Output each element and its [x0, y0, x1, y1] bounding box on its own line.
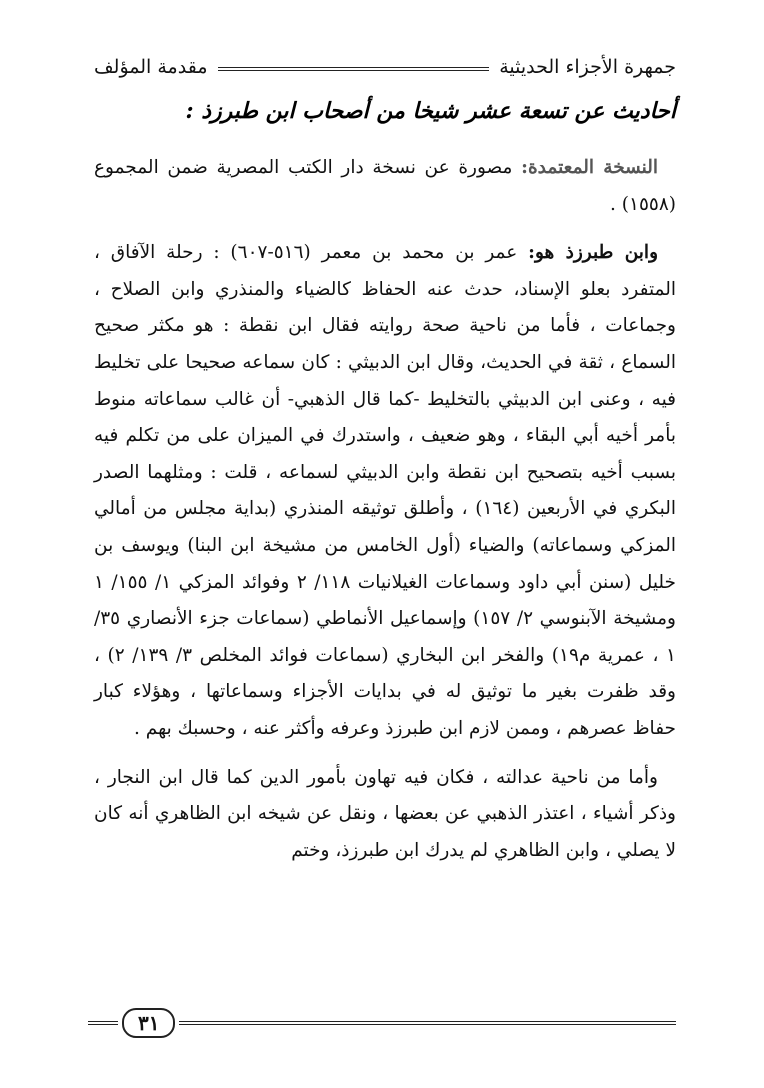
body-text — [94, 150, 676, 869]
section-title: مقدمة المؤلف — [94, 56, 208, 78]
footer-rule-left — [88, 1021, 118, 1025]
paragraph-source-copy — [94, 150, 676, 223]
paragraph-text: عمر بن محمد بن معمر (٥١٦-٦٠٧) : رحلة الآفاق ، المتفرد بعلو الإسناد، حدث عنه الحفاظ كالضياء والمنذري وابن الصلاح ، وجماعات ، فأما من ناحية صحة روايته فقال ابن نقطة : هو مكثر صحيح السماع ، ثقة في الحديث، وقال ابن الدبيثي : كان سماعه صحيحا على تخليط فيه ، وعنى ابن الدبيثي بالتخليط -كما قال الذهبي- أن غالب سماعاته منوط بأمر أخيه أبي البقاء ، وهو ضعيف ، واستدرك في الميزان على من تكلم فيه بسبب أخيه بتصحيح ابن نقطة وابن الدبيثي لسماعه ، قلت : ومثلهما الصدر البكري في الأربعين (١٦٤) ، وأطلق توثيقه المنذري (بداية مجلس من أمالي المزكي وسماعاته) والضياء (أول الخامس من مشيخة ابن البنا) ويوسف بن خليل (سنن أبي داود وسماعات الغيلانيات ١١٨/ ٢ وفوائد المزكي ١/ ١٥٥/ ١ ومشيخة الآبنوسي ٢/ ١٥٧) وإسماعيل الأنماطي (سماعات جزء الأنصاري ٣٥/ ١ ، عمرية م١٩) والفخر ابن البخاري (سماعات فوائد المخلص ٣/ ١٣٩/ ٢) ، وقد ظفرت بغير ما توثيق له في بدايات الأجزاء وسماعاتها ، وهؤلاء كبار حفاظ عصرهم ، وممن لازم ابن طبرزذ وعرفه وأكثر عنه ، وحسبك بهم . — [94, 242, 677, 739]
paragraph-integrity — [94, 760, 676, 870]
header-rule — [218, 67, 490, 71]
page-footer — [88, 1008, 676, 1038]
running-header — [94, 50, 676, 84]
paragraph-text: مصورة عن نسخة دار الكتب المصرية ضمن المجموع (١٥٥٨) . — [94, 157, 676, 215]
paragraph-biography — [94, 235, 676, 747]
paragraph-text: وأما من ناحية عدالته ، فكان فيه تهاون بأمور الدين كما قال ابن النجار ، وذكر أشياء ، اعتذر الذهبي عن بعضها ، ونقل عن شيخه ابن الظاهري أنه كان لا يصلي ، وابن الظاهري لم يدرك ابن طبرزذ، وختم — [94, 766, 676, 861]
book-title: جمهرة الأجزاء الحديثية — [499, 56, 676, 78]
footer-rule-right — [179, 1021, 676, 1025]
section-heading: أحاديث عن تسعة عشر شيخا من أصحاب ابن طبرزذ : — [185, 98, 676, 124]
page-number: ٣١ — [122, 1008, 175, 1038]
paragraph-lead: النسخة المعتمدة: — [521, 157, 658, 178]
paragraph-lead: وابن طبرزذ هو: — [528, 242, 659, 264]
